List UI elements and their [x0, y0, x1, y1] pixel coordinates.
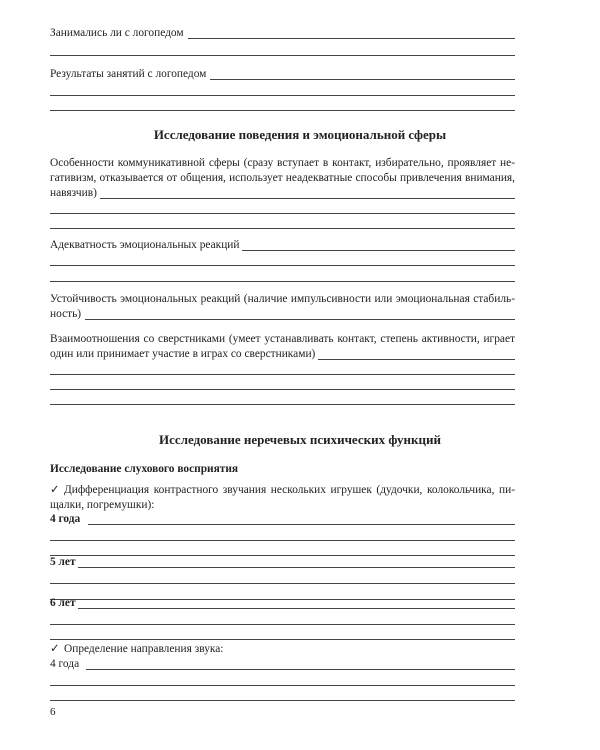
answer-line[interactable] — [50, 540, 515, 541]
direction-age-4-field[interactable] — [86, 669, 515, 670]
answer-line[interactable] — [50, 555, 515, 556]
age-6-label: 6 лет — [50, 597, 76, 609]
logoped-attended-label: Занимались ли с логопедом — [50, 27, 184, 39]
answer-line[interactable] — [50, 583, 515, 584]
communicative-text-line3: навязчив) — [50, 187, 97, 199]
answer-line[interactable] — [50, 700, 515, 701]
direction-age-4-label: 4 года — [50, 658, 80, 670]
answer-line[interactable] — [50, 624, 515, 625]
logoped-results-field[interactable] — [210, 79, 515, 80]
auditory-subheading: Исследование слухового восприятия — [50, 463, 239, 475]
answer-line[interactable] — [50, 110, 515, 111]
adequacy-field[interactable] — [242, 250, 515, 251]
answer-line[interactable] — [50, 389, 515, 390]
answer-line[interactable] — [50, 685, 515, 686]
page-number: 6 — [50, 706, 56, 718]
nonverbal-heading: Исследование неречевых психических функций — [159, 432, 441, 447]
stability-field[interactable] — [85, 319, 515, 320]
peers-field[interactable] — [318, 359, 515, 360]
answer-line[interactable] — [50, 639, 515, 640]
answer-line[interactable] — [50, 404, 515, 405]
stability-text-line2: ность) — [50, 308, 82, 320]
answer-line[interactable] — [50, 374, 515, 375]
communicative-text-line1: Особенности коммуникативной сферы (сразу вступает в контакт, избирательно, проявляет не- — [50, 157, 515, 169]
communicative-field[interactable] — [100, 198, 515, 199]
age-5-field[interactable] — [78, 567, 515, 568]
answer-line[interactable] — [50, 265, 515, 266]
direction-label: Определение направления звука: — [64, 643, 224, 655]
age-6-field[interactable] — [78, 608, 515, 609]
differentiation-text-line2: щалки, погремушки): — [50, 499, 155, 511]
answer-line[interactable] — [50, 55, 515, 56]
answer-line[interactable] — [50, 95, 515, 96]
peers-text-line2: один или принимает участие в играх со сверстниками) — [50, 348, 316, 360]
answer-line[interactable] — [50, 281, 515, 282]
answer-line[interactable] — [50, 599, 515, 600]
logoped-results-label: Результаты занятий с логопедом — [50, 68, 207, 80]
check-icon: ✓ — [50, 484, 60, 496]
answer-line[interactable] — [50, 228, 515, 229]
logoped-attended-field[interactable] — [188, 38, 515, 39]
communicative-text-line2: гативизм, отказывается от общения, использует неадекватные способы привлечения внимания, — [50, 172, 515, 184]
peers-text-line1: Взаимоотношения со сверстниками (умеет устанавливать контакт, степень активности, играет — [50, 333, 515, 345]
age-4-field[interactable] — [88, 524, 515, 525]
differentiation-text-line1: Дифференциация контрастного звучания нескольких игрушек (дудочки, колокольчика, пи- — [64, 484, 515, 496]
age-4-label: 4 года — [50, 513, 81, 525]
check-icon: ✓ — [50, 643, 60, 655]
stability-text-line1: Устойчивость эмоциональных реакций (наличие импульсивности или эмоциональная стабиль- — [50, 293, 515, 305]
age-5-label: 5 лет — [50, 556, 76, 568]
behavior-heading: Исследование поведения и эмоциональной сферы — [153, 127, 447, 142]
answer-line[interactable] — [50, 213, 515, 214]
adequacy-label: Адекватность эмоциональных реакций — [50, 239, 240, 251]
